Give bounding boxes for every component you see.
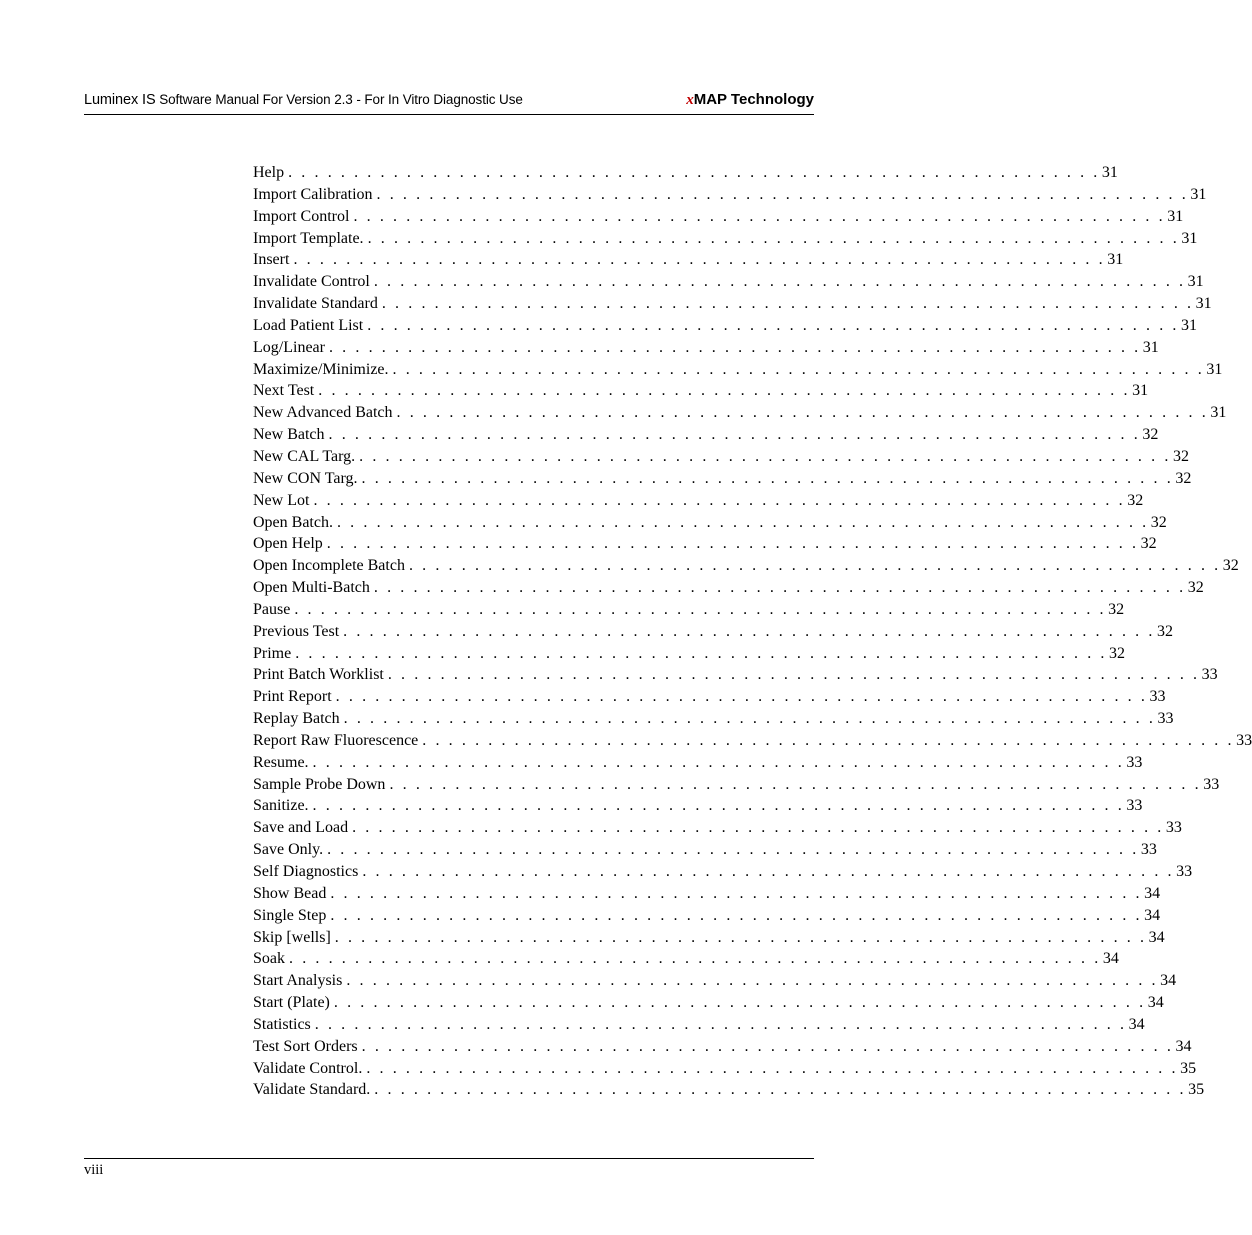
index-entry[interactable] <box>253 1079 1205 1101</box>
dot-leader: . . . . . . . . . . . . . . . . . . . . . . . . . . . . . . . . . . . . . . . . . . . . . . . . . . . . . . . . . . . . . . <box>294 600 1107 618</box>
index-entry-page-number: 33 <box>1165 819 1182 837</box>
dot-leader: . . . . . . . . . . . . . . . . . . . . . . . . . . . . . . . . . . . . . . . . . . . . . . . . . . . . . . . . . . . . . . <box>367 229 1180 247</box>
xmap-logo-prefix: x <box>686 92 694 108</box>
index-entry[interactable] <box>253 621 1173 643</box>
index-entry-page-number: 34 <box>1160 972 1177 990</box>
index-entry-label: Invalidate Standard <box>253 295 378 313</box>
dot-leader: . . . . . . . . . . . . . . . . . . . . . . . . . . . . . . . . . . . . . . . . . . . . . . . . . . . . . . . . . . . . . . <box>295 644 1108 662</box>
index-entry-label: Load Patient List <box>253 316 364 334</box>
index-entry-label: Test Sort Orders <box>253 1037 358 1055</box>
dot-leader: . . . . . . . . . . . . . . . . . . . . . . . . . . . . . . . . . . . . . . . . . . . . . . . . . . . . . . . . . . . . . . <box>373 579 1186 597</box>
index-entry-label: Print Report <box>253 688 332 706</box>
dot-leader: . . . . . . . . . . . . . . . . . . . . . . . . . . . . . . . . . . . . . . . . . . . . . . . . . . . . . . . . . . . . . . <box>334 928 1147 946</box>
index-entry[interactable] <box>253 1036 1192 1058</box>
index-entry-label: Prime <box>253 644 292 662</box>
index-entry[interactable] <box>253 883 1161 905</box>
index-entry[interactable] <box>253 992 1164 1014</box>
index-entry-label: Invalidate Control <box>253 273 370 291</box>
index-entry[interactable] <box>253 424 1159 446</box>
dot-leader: . . . . . . . . . . . . . . . . . . . . . . . . . . . . . . . . . . . . . . . . . . . . . . . . . . . . . . . . . . . . . . <box>327 841 1139 859</box>
index-entry[interactable] <box>253 206 1184 228</box>
dot-leader: . . . . . . . . . . . . . . . . . . . . . . . . . . . . . . . . . . . . . . . . . . . . . . . . . . . . . . . . . . . . . . <box>314 1015 1127 1033</box>
footer-divider <box>84 1158 814 1159</box>
index-entry-label: Validate Control. <box>253 1059 363 1077</box>
index-entry-page-number: 31 <box>1167 207 1184 225</box>
index-entry-label: Show Bead <box>253 884 327 902</box>
index-entry[interactable] <box>253 795 1143 817</box>
dot-leader: . . . . . . . . . . . . . . . . . . . . . . . . . . . . . . . . . . . . . . . . . . . . . . . . . . . . . . . . . . . . . . <box>387 666 1200 684</box>
index-entry-page-number: 33 <box>1157 710 1174 728</box>
dot-leader: . . . . . . . . . . . . . . . . . . . . . . . . . . . . . . . . . . . . . . . . . . . . . . . . . . . . . . . . . . . . . . <box>312 753 1125 771</box>
index-entry-page-number: 34 <box>1144 884 1161 902</box>
index-entry-label: Start Analysis <box>253 972 343 990</box>
dot-leader: . . . . . . . . . . . . . . . . . . . . . . . . . . . . . . . . . . . . . . . . . . . . . . . . . . . . . . . . . . . . . . <box>361 1037 1174 1055</box>
index-entry[interactable] <box>253 927 1165 949</box>
dot-leader: . . . . . . . . . . . . . . . . . . . . . . . . . . . . . . . . . . . . . . . . . . . . . . . . . . . . . . . . . . . . . . <box>352 819 1164 837</box>
index-entry[interactable] <box>253 446 1189 468</box>
index-entry-label: Save Only. <box>253 841 324 859</box>
index-entry-label: Self Diagnostics <box>253 863 359 880</box>
dot-leader: . . . . . . . . . . . . . . . . . . . . . . . . . . . . . . . . . . . . . . . . . . . . . . . . . . . . . . . . . . . . . . <box>408 557 1221 575</box>
index-entry-page-number: 31 <box>1195 295 1212 313</box>
index-entry[interactable] <box>253 817 1182 839</box>
index-entry-page-number: 31 <box>1181 229 1198 247</box>
index-entry-page-number: 31 <box>1132 382 1149 400</box>
index-entry-label: Open Multi-Batch <box>253 579 370 597</box>
page-number: viii <box>84 1162 104 1178</box>
index-entry-page-number: 32 <box>1175 469 1192 487</box>
index-entry[interactable] <box>253 730 1252 752</box>
index-entry[interactable] <box>253 490 1144 512</box>
dot-leader: . . . . . . . . . . . . . . . . . . . . . . . . . . . . . . . . . . . . . . . . . . . . . . . . . . . . . . . . . . . . . . <box>422 731 1235 749</box>
index-entry-label: Single Step <box>253 906 327 924</box>
index-entry-page-number: 34 <box>1148 928 1165 946</box>
index-entry-page-number: 34 <box>1147 994 1164 1012</box>
index-entry[interactable] <box>253 774 1220 796</box>
index-entry-page-number: 33 <box>1203 775 1220 793</box>
index-entry-page-number: 35 <box>1188 1081 1205 1099</box>
index-entry-label: Sanitize. <box>253 797 309 815</box>
index-entry-page-number: 31 <box>1142 338 1159 356</box>
xmap-logo <box>686 91 814 109</box>
index-entry-page-number: 33 <box>1149 688 1166 706</box>
index-entry-page-number: 31 <box>1101 164 1118 181</box>
index-entry-page-number: 33 <box>1140 841 1157 859</box>
index-entry[interactable] <box>253 315 1198 337</box>
dot-leader: . . . . . . . . . . . . . . . . . . . . . . . . . . . . . . . . . . . . . . . . . . . . . . . . . . . . . . . . . . . . . . <box>328 426 1141 444</box>
index-entry-page-number: 31 <box>1206 360 1223 378</box>
index-entry-page-number: 35 <box>1180 1059 1197 1077</box>
index-entry[interactable] <box>253 249 1124 271</box>
index-entry-page-number: 34 <box>1175 1037 1192 1055</box>
index-entry-label: Soak <box>253 950 285 968</box>
index-entry-page-number: 32 <box>1108 600 1125 618</box>
index-entry[interactable] <box>253 708 1174 730</box>
dot-leader: . . . . . . . . . . . . . . . . . . . . . . . . . . . . . . . . . . . . . . . . . . . . . . . . . . . . . . . . . . . . . . <box>335 688 1148 706</box>
index-entry-page-number: 33 <box>1236 731 1252 749</box>
dot-leader: . . . . . . . . . . . . . . . . . . . . . . . . . . . . . . . . . . . . . . . . . . . . . . . . . . . . . . . . . . . . . . <box>312 797 1125 815</box>
dot-leader: . . . . . . . . . . . . . . . . . . . . . . . . . . . . . . . . . . . . . . . . . . . . . . . . . . . . . . . . . . . . . . <box>381 295 1194 313</box>
index-entry-label: Pause <box>253 600 291 618</box>
index-entry-label: Open Help <box>253 535 323 553</box>
index-entry-label: Skip [wells] <box>253 928 331 946</box>
dot-leader: . . . . . . . . . . . . . . . . . . . . . . . . . . . . . . . . . . . . . . . . . . . . . . . . . . . . . . . . . . . . . . <box>343 622 1155 640</box>
index-entry-page-number: 33 <box>1126 797 1143 815</box>
index-entry[interactable] <box>253 184 1207 206</box>
index-entry[interactable] <box>253 337 1159 359</box>
dot-leader: . . . . . . . . . . . . . . . . . . . . . . . . . . . . . . . . . . . . . . . . . . . . . . . . . . . . . . . . . . . . . . <box>343 710 1156 728</box>
index-entry-label: Next Test <box>253 382 315 400</box>
index-entry[interactable] <box>253 664 1218 686</box>
index-entry[interactable] <box>253 359 1223 381</box>
index-entry-page-number: 31 <box>1187 273 1204 291</box>
dot-leader: . . . . . . . . . . . . . . . . . . . . . . . . . . . . . . . . . . . . . . . . . . . . . . . . . . . . . . . . . . . . . . <box>333 994 1146 1012</box>
index-entry[interactable] <box>253 970 1177 992</box>
dot-leader: . . . . . . . . . . . . . . . . . . . . . . . . . . . . . . . . . . . . . . . . . . . . . . . . . . . . . . . . . . . . . . <box>288 164 1100 181</box>
index-entry-label: Report Raw Fluorescence <box>253 731 419 749</box>
xmap-logo-text: MAP Technology <box>693 91 814 108</box>
index-entry[interactable] <box>253 402 1227 424</box>
dot-leader: . . . . . . . . . . . . . . . . . . . . . . . . . . . . . . . . . . . . . . . . . . . . . . . . . . . . . . . . . . . . . . <box>330 884 1143 902</box>
index-entry-label: Maximize/Minimize. <box>253 360 389 378</box>
index-entry-label: Help <box>253 164 285 181</box>
dot-leader: . . . . . . . . . . . . . . . . . . . . . . . . . . . . . . . . . . . . . . . . . . . . . . . . . . . . . . . . . . . . . . <box>328 338 1141 356</box>
index-entry[interactable] <box>253 599 1125 621</box>
index-entry-label: Previous Test <box>253 622 340 640</box>
index-entry-label: Statistics <box>253 1015 311 1033</box>
index-entry-label: Print Batch Worklist <box>253 666 384 684</box>
index-entry[interactable] <box>253 1014 1145 1036</box>
index-entry-label: Log/Linear <box>253 338 325 356</box>
index-entry-label: New Advanced Batch <box>253 404 393 422</box>
dot-leader: . . . . . . . . . . . . . . . . . . . . . . . . . . . . . . . . . . . . . . . . . . . . . . . . . . . . . . . . . . . . . . <box>392 360 1205 378</box>
dot-leader: . . . . . . . . . . . . . . . . . . . . . . . . . . . . . . . . . . . . . . . . . . . . . . . . . . . . . . . . . . . . . . <box>374 1081 1187 1099</box>
index-entry-label: Sample Probe Down <box>253 775 386 793</box>
index-entry-page-number: 32 <box>1156 622 1173 640</box>
index-entry-page-number: 31 <box>1181 316 1198 334</box>
dot-leader: . . . . . . . . . . . . . . . . . . . . . . . . . . . . . . . . . . . . . . . . . . . . . . . . . . . . . . . . . . . . . . <box>289 950 1101 968</box>
index-entry-page-number: 32 <box>1150 513 1167 531</box>
dot-leader: . . . . . . . . . . . . . . . . . . . . . . . . . . . . . . . . . . . . . . . . . . . . . . . . . . . . . . . . . . . . . . <box>366 1059 1179 1077</box>
index-entry-page-number: 31 <box>1190 185 1207 203</box>
dot-leader: . . . . . . . . . . . . . . . . . . . . . . . . . . . . . . . . . . . . . . . . . . . . . . . . . . . . . . . . . . . . . . <box>346 972 1159 990</box>
index-entry[interactable] <box>253 380 1149 402</box>
index-entry[interactable] <box>253 533 1157 555</box>
index-entry-page-number: 32 <box>1109 644 1126 662</box>
index-entry-label: Import Template. <box>253 229 364 247</box>
index-entry-label: Validate Standard. <box>253 1081 371 1099</box>
index-entry[interactable] <box>253 271 1204 293</box>
index-entry-label: New CAL Targ. <box>253 447 356 465</box>
index-entry[interactable] <box>253 839 1157 861</box>
index-entry-page-number: 34 <box>1144 906 1161 924</box>
dot-leader: . . . . . . . . . . . . . . . . . . . . . . . . . . . . . . . . . . . . . . . . . . . . . . . . . . . . . . . . . . . . . . <box>361 469 1174 487</box>
dot-leader: . . . . . . . . . . . . . . . . . . . . . . . . . . . . . . . . . . . . . . . . . . . . . . . . . . . . . . . . . . . . . . <box>373 273 1186 291</box>
index-entry-page-number: 32 <box>1142 426 1159 444</box>
index-entry[interactable] <box>253 861 1193 883</box>
dot-leader: . . . . . . . . . . . . . . . . . . . . . . . . . . . . . . . . . . . . . . . . . . . . . . . . . . . . . . . . . . . . . . <box>326 535 1139 553</box>
index-entry-page-number: 31 <box>1210 404 1227 422</box>
page-header <box>84 90 814 115</box>
document-title <box>84 92 523 108</box>
index-entry[interactable] <box>253 162 1118 184</box>
index-entry[interactable] <box>253 293 1212 315</box>
index-entry-page-number: 32 <box>1187 579 1204 597</box>
index-entry-page-number: 34 <box>1102 950 1119 968</box>
dot-leader: . . . . . . . . . . . . . . . . . . . . . . . . . . . . . . . . . . . . . . . . . . . . . . . . . . . . . . . . . . . . . . <box>330 906 1143 924</box>
dot-leader: . . . . . . . . . . . . . . . . . . . . . . . . . . . . . . . . . . . . . . . . . . . . . . . . . . . . . . . . . . . . . . <box>362 863 1175 880</box>
index-entry-page-number: 33 <box>1176 863 1193 880</box>
index-entry-label: Import Calibration <box>253 185 373 203</box>
index-entry[interactable] <box>253 512 1167 534</box>
dot-leader: . . . . . . . . . . . . . . . . . . . . . . . . . . . . . . . . . . . . . . . . . . . . . . . . . . . . . . . . . . . . . . <box>389 775 1202 793</box>
dot-leader: . . . . . . . . . . . . . . . . . . . . . . . . . . . . . . . . . . . . . . . . . . . . . . . . . . . . . . . . . . . . . . <box>353 207 1166 225</box>
dot-leader: . . . . . . . . . . . . . . . . . . . . . . . . . . . . . . . . . . . . . . . . . . . . . . . . . . . . . . . . . . . . . . <box>313 491 1126 509</box>
index-entry[interactable] <box>253 686 1166 708</box>
index-entry[interactable] <box>253 577 1204 599</box>
index-entry[interactable] <box>253 948 1119 970</box>
index-entry-label: Insert <box>253 251 290 269</box>
index-entry[interactable] <box>253 905 1161 927</box>
index-entry-page-number: 31 <box>1107 251 1124 269</box>
product-name: Luminex IS <box>84 92 156 108</box>
index-entry-page-number: 32 <box>1127 491 1144 509</box>
index-entry-page-number: 33 <box>1201 666 1218 684</box>
index-entry[interactable] <box>253 643 1126 665</box>
index-entry-label: Resume. <box>253 753 309 771</box>
dot-leader: . . . . . . . . . . . . . . . . . . . . . . . . . . . . . . . . . . . . . . . . . . . . . . . . . . . . . . . . . . . . . . <box>336 513 1149 531</box>
dot-leader: . . . . . . . . . . . . . . . . . . . . . . . . . . . . . . . . . . . . . . . . . . . . . . . . . . . . . . . . . . . . . . <box>318 382 1131 400</box>
dot-leader: . . . . . . . . . . . . . . . . . . . . . . . . . . . . . . . . . . . . . . . . . . . . . . . . . . . . . . . . . . . . . . <box>367 316 1180 334</box>
index-entry[interactable] <box>253 1058 1197 1080</box>
dot-leader: . . . . . . . . . . . . . . . . . . . . . . . . . . . . . . . . . . . . . . . . . . . . . . . . . . . . . . . . . . . . . . <box>359 447 1171 465</box>
index-entry-label: Open Batch. <box>253 513 333 531</box>
index-entry-label: New Lot <box>253 491 310 509</box>
index-entry-label: New CON Targ. <box>253 469 358 487</box>
index-entry-page-number: 34 <box>1128 1015 1145 1033</box>
index-entry-page-number: 32 <box>1140 535 1157 553</box>
manual-title: Software Manual For Version 2.3 - For In Vitro Diagnostic Use <box>155 92 523 107</box>
dot-leader: . . . . . . . . . . . . . . . . . . . . . . . . . . . . . . . . . . . . . . . . . . . . . . . . . . . . . . . . . . . . . . <box>293 251 1106 269</box>
index-entry-label: Open Incomplete Batch <box>253 557 405 575</box>
index-entry-label: Save and Load <box>253 819 349 837</box>
index-entry-list <box>253 162 1252 1101</box>
index-entry-page-number: 33 <box>1126 753 1143 771</box>
index-entry-label: Start (Plate) <box>253 994 330 1012</box>
index-entry[interactable] <box>253 468 1192 490</box>
index-entry-label: New Batch <box>253 426 325 444</box>
index-entry-label: Import Control <box>253 207 350 225</box>
index-entry-page-number: 32 <box>1222 557 1239 575</box>
index-entry[interactable] <box>253 555 1239 577</box>
index-entry-label: Replay Batch <box>253 710 340 728</box>
index-entry-page-number: 32 <box>1172 447 1189 465</box>
dot-leader: . . . . . . . . . . . . . . . . . . . . . . . . . . . . . . . . . . . . . . . . . . . . . . . . . . . . . . . . . . . . . . <box>376 185 1189 203</box>
index-entry[interactable] <box>253 228 1198 250</box>
dot-leader: . . . . . . . . . . . . . . . . . . . . . . . . . . . . . . . . . . . . . . . . . . . . . . . . . . . . . . . . . . . . . . <box>396 404 1209 422</box>
index-entry[interactable] <box>253 752 1143 774</box>
